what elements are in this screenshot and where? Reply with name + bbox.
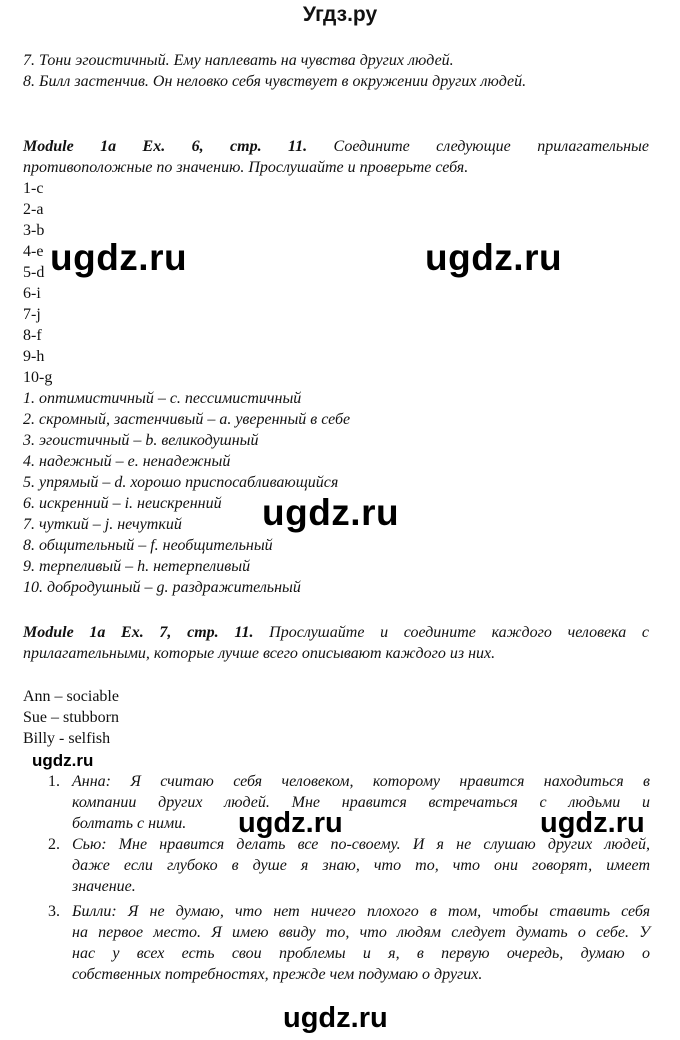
ex6-translation: 9. терпеливый – h. нетерпеливый [23,558,251,575]
ex6-translation: 3. эгоистичный – b. великодушный [23,432,259,449]
item-line: даже если глубоко в душе я знаю, что то, что они говорят, имеет [72,857,650,874]
item-line: компании других людей. Мне нравится встречаться с людьми и [72,794,650,811]
ex7-heading [23,622,649,643]
item-line: нас у всех есть свои проблемы и я, в первую очередь, думаю о [72,945,650,962]
item-line: болтать с ними. [72,815,187,832]
ex6-prompt-2: противоположные по значению. Прослушайте и проверьте себя. [23,159,469,176]
item-number: 2. [48,836,60,853]
item-line: Сью: Мне нравится делать все по-своему. И я не слушаю других людей, [72,836,650,853]
item-line: Анна: Я считаю себя человеком, которому нравится находиться в [72,773,650,790]
item-line: Билли: Я не думаю, что нет ничего плохого в том, чтобы ставить себя [72,903,650,920]
ex7-answer: Sue – stubborn [23,709,119,726]
watermark: ugdz.ru [50,237,188,278]
intro-line: 7. Тони эгоистичный. Ему наплевать на чувства других людей. [23,52,454,69]
ex6-answer: 9-h [23,348,45,365]
watermark: ugdz.ru [425,237,563,278]
watermark: ugdz.ru [32,751,94,770]
ex7-answer: Billy - selfish [23,730,111,747]
ex6-answer: 5-d [23,264,45,281]
item-line: значение. [72,878,136,895]
watermark: ugdz.ru [540,807,645,839]
ex6-title: Module 1a Ex. 6, стр. 11. [23,138,308,155]
ex6-answer: 8-f [23,327,42,344]
ex6-answer: 7-j [23,306,41,323]
ex6-answer: 3-b [23,222,45,239]
ex6-answer: 4-e [23,243,44,260]
item-number: 3. [48,903,60,920]
ex6-answer: 2-a [23,201,44,218]
ex7-prompt-1: Прослушайте и соедините каждого человека с [269,624,649,641]
item-number: 1. [48,773,60,790]
ex6-answer: 10-g [23,369,53,386]
ex6-translation: 6. искренний – i. неискренний [23,495,222,512]
ex6-translation: 5. упрямый – d. хорошо приспосабливающийся [23,474,339,491]
ex7-answer: Ann – sociable [23,688,119,705]
ex6-translation: 1. оптимистичный – c. пессимистичный [23,390,302,407]
watermark: ugdz.ru [238,807,343,839]
ex6-translation: 10. добродушный – g. раздражительный [23,579,301,596]
ex6-heading [23,136,649,157]
ex6-answer: 1-c [23,180,44,197]
item-line: на первое место. Я имею ввиду то, что людям следует думать о себе. У [72,924,650,941]
ex7-prompt-2: прилагательными, которые лучше всего описывают каждого из них. [23,645,496,662]
ex6-translation: 4. надежный – e. ненадежный [23,453,231,470]
ex6-translation: 8. общительный – f. необщительный [23,537,273,554]
site-header: Угдз.ру [302,3,378,26]
watermark: ugdz.ru [283,1002,388,1034]
ex6-answer: 6-i [23,285,41,302]
item-line: собственных потребностях, прежде чем подумаю о других. [72,966,483,983]
ex6-translation: 7. чуткий – j. нечуткий [23,516,182,533]
ex6-translation: 2. скромный, застенчивый – a. уверенный в себе [23,411,351,428]
watermark: ugdz.ru [262,492,400,533]
intro-line: 8. Билл застенчив. Он неловко себя чувствует в окружении других людей. [23,73,527,90]
ex6-prompt-1: Соедините следующие прилагательные [333,138,649,155]
ex7-title: Module 1a Ex. 7, стр. 11. [23,624,254,641]
